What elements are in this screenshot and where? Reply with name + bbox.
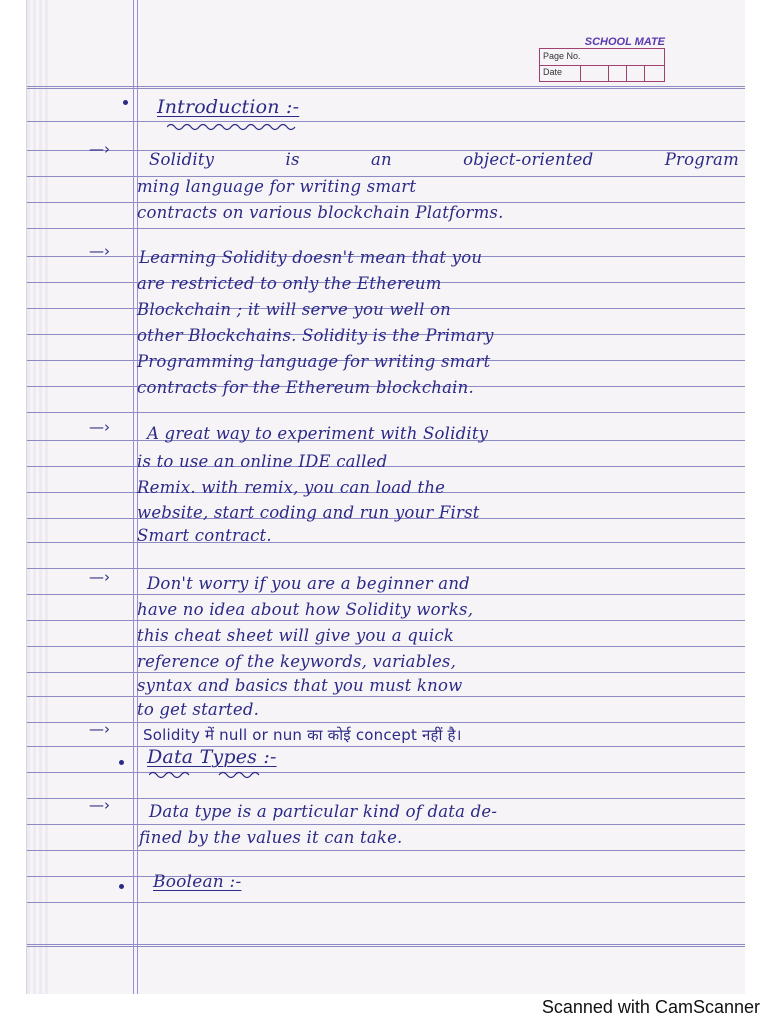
page-header-box	[539, 36, 665, 82]
notebook-page	[26, 0, 745, 994]
date-label: Date	[543, 67, 563, 77]
p1-line-2: ming language for writing smart	[137, 177, 417, 196]
p3-line-2: is to use an online IDE called	[137, 452, 388, 471]
margin-line-inner	[137, 0, 138, 994]
heading-squiggle	[167, 122, 302, 132]
p6-line-2: fined by the values it can take.	[139, 828, 403, 847]
p2-line-3: Blockchain ; it will serve you well on	[137, 300, 452, 319]
margin-line	[133, 0, 134, 994]
p2-line-6: contracts for the Ethereum blockchain.	[137, 378, 474, 397]
arrow-marker: —›	[89, 242, 110, 260]
p4-line-5: syntax and basics that you must know	[137, 676, 463, 695]
p1-line-1: Solidity is an object-oriented Program	[149, 150, 739, 169]
p2-line-2: are restricted to only the Ethereum	[137, 274, 442, 293]
camscanner-watermark: Scanned with CamScanner	[541, 997, 760, 1017]
p3-line-1: A great way to experiment with Solidity	[147, 424, 489, 443]
p1-line-3: contracts on various blockchain Platforms.	[137, 203, 504, 222]
data-types-heading: Data Types :-	[147, 746, 277, 768]
arrow-marker: —›	[89, 796, 110, 814]
p5-line-1: Solidity में null or nun का कोई concept नहीं है।	[143, 726, 462, 744]
p4-line-1: Don't worry if you are a beginner and	[147, 574, 470, 593]
heading-squiggle	[149, 770, 269, 780]
page-date-table	[539, 48, 665, 82]
arrow-marker: —›	[89, 140, 110, 158]
p2-line-5: Programming language for writing smart	[137, 352, 491, 371]
p2-line-4: other Blockchains. Solidity is the Primary	[137, 326, 494, 345]
p6-line-1: Data type is a particular kind of data de-	[149, 802, 498, 821]
p4-line-4: reference of the keywords, variables,	[137, 652, 457, 671]
bullet-dot	[119, 884, 124, 889]
introduction-heading: Introduction :-	[157, 96, 300, 118]
arrow-marker: —›	[89, 720, 110, 738]
p2-line-1: Learning Solidity doesn't mean that you	[139, 248, 483, 267]
p3-line-3: Remix. with remix, you can load the	[137, 478, 446, 497]
brand-label: SCHOOL MATE	[584, 36, 665, 48]
bullet-dot	[123, 100, 128, 105]
p3-line-5: Smart contract.	[137, 526, 272, 545]
arrow-marker: —›	[89, 568, 110, 586]
arrow-marker: —›	[89, 418, 110, 436]
p4-line-6: to get started.	[137, 700, 260, 719]
p4-line-2: have no idea about how Solidity works,	[137, 600, 474, 619]
p4-line-3: this cheat sheet will give you a quick	[137, 626, 454, 645]
page-no-label: Page No.	[543, 51, 581, 61]
boolean-heading: Boolean :-	[153, 872, 242, 892]
bullet-dot	[119, 760, 124, 765]
p3-line-4: website, start coding and run your First	[137, 503, 480, 522]
